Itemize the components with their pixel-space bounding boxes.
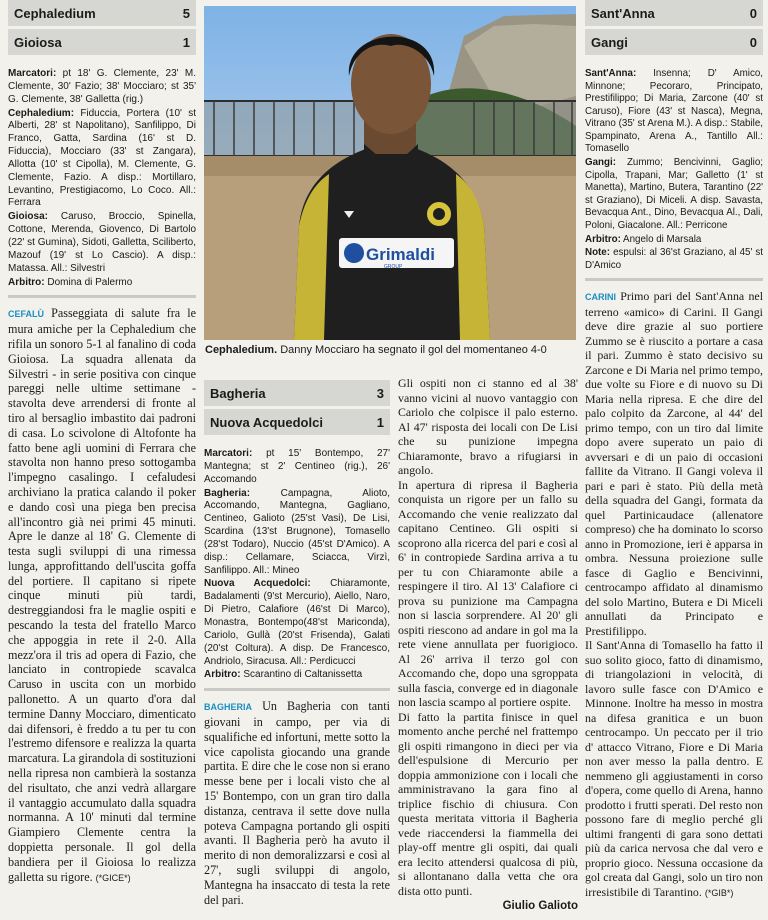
paragraph: In apertura di ripresa il Bagheria conquista un rigore per un fallo su Accomando che venie realizzato dal capitano Centineo. Gli ospiti si scoprono alla ricerca del pari e così al 6' in contropiede Sardina arriva a tu per tu con Chiaramonte abile a respingere il tiro. Al 13' Calafiore ci prova su punizione ma Campagna non si lascia sorprendere. Al 20' gli ospiti riescono ad andare in gol ma la rete viene annullata per fuorigioco. Al 26' arriva il terzo gol con Accomando che, dopo una sgroppata sulla fascia, converge ed in diagonale non lascia scampo al portiere ospite. [398, 477, 578, 709]
team-name: Gangi [591, 34, 628, 50]
team-name: Sant'Anna [591, 5, 655, 21]
match-bagheria-acquedolci [204, 380, 390, 907]
sponsor-logo: Grimaldi [366, 245, 435, 264]
team-score: 0 [749, 5, 757, 21]
article-body [398, 376, 578, 898]
score-row-away [204, 409, 390, 438]
lineup: Fiduccia, Portera (10' st Alberti, 28' st Napolitano), Sanfilippo, Di Franco, Gatta, Sardina (16' st D. Fiduccia), Mocciaro (33' st Zangara), Allotta (10' st Cipolla), M. Clemente, G. Clemente, Fazio. A disp.: Mortillaro, Levantino, Prestigiacomo, Lo Coco. All.: Ferrara [8, 107, 196, 209]
score-row-home [8, 0, 196, 29]
referee: Domina di Palermo [47, 276, 133, 288]
match-cephaledium-gioiosa [8, 0, 196, 885]
lineup: Campagna, Alioto, Accomando, Mantegna, Gagliano, Centineo, Galioto (25'st Vasi), De Lisi, Scardina (13'st Brugnone), Tomasello (28'st Todaro), Nuccio (45'st D'Amico). A disp.: Cellamare, Sciacca, Virzì, Sanfilippo. All.: Mineo [204, 487, 390, 576]
team-score: 1 [182, 34, 190, 50]
score-row-home [585, 0, 763, 29]
label: Sant'Anna: [585, 68, 637, 79]
notes: espulsi: al 36'st Graziano, al 45' st D'Amico [585, 247, 764, 271]
referee: Angelo di Marsala [623, 233, 702, 245]
signature: (*GICE*) [95, 872, 131, 883]
team-name: Bagheria [210, 385, 266, 401]
paragraph: Il Sant'Anna di Tomasello ha fatto il suo solito gioco, fatto di dinamismo, di triangolazioni in velocità, di lavoro sulle fasce con D'Amico e Minnone. Inoltre ha messo in mostra na difesa granitica e un buon centrocampo. Un peccato per il trio d' attacco Vitrano, Fiore e Di Maria non aver messo la palla dentro. E nemmeno gli aggiustamenti in corso d'opera, come quello di Arena, hanno prodotto i frutti sperati. Del resto non possono fare di meglio perché gli ultimi frangenti di gara sono dettati più da carica nervosa che dal vero e proprio gioco. Nessuna occasione da gol creata dal Gangi, solo un tiro non irresistibile di Tarantino. [585, 638, 763, 899]
paragraph: Gli ospiti non ci stanno ed al 38' vanno vicini al nuovo vantaggio con Cariolo che colpisce il palo esterno. Al 47' risposta dei locali con De Lisi che su punizione impegna Chiaramonte, bravo a rifugiarsi in angolo. [398, 376, 578, 477]
lineup: Insenna; D' Amico, Minnone; Pecoraro, Principato, Prestifilippo; Di Maria, Zarcone (40' st Caruso), Fiore (43' st Nasca), Megna, Vitrano (35' st Arena M.). A disp.: Stabile, Spampinato, Arena A., Tantillo All.: Tomasello [585, 68, 763, 155]
team-score: 5 [182, 5, 190, 21]
label: Cephaledium: [8, 107, 75, 119]
dateline: BAGHERIA [204, 702, 253, 713]
byline: Giulio Galioto [502, 900, 578, 912]
lineup: Zummo; Bencivinni, Gaglio; Cipolla, Trapani, Mar; Galletto (1' st Manetta), Martino, Butera, Tarantino (22' st Graziano), Di Miceli. A disp. Savasta, Bevacqua Ant., Dino, Bevacqua Al., Dali, Poloni, Giacalone. All.: Perricone [585, 157, 763, 231]
label: Arbitro: [8, 276, 45, 288]
score-row-away [585, 29, 763, 58]
score-row-away [8, 29, 196, 58]
team-score: 0 [749, 34, 757, 50]
match-report [8, 68, 196, 289]
team-name: Nuova Acquedolci [210, 414, 323, 430]
label: Arbitro: [585, 233, 621, 245]
match-report [585, 68, 763, 272]
scorers: pt 15' Bontempo, 27' Mantegna; st 2' Centineo (rig.), 26' Accomando [204, 448, 391, 485]
team-score: 1 [376, 414, 384, 430]
paragraph: Primo pari del Sant'Anna nel terreno «amico» di Carini. Il Gangi deve dire grazie al suo portiere Zummo se è riuscito a portare a casa il pari. Zummo è stato decisivo su Zarcone e Di Maria nel primo tempo, due volte su Fiore e di nuovo su Di Maria nella ripresa. E che dire del palo colpito da Zarcone, al 44' del primo tempo, con un tiro dal limite dopo avere superato un paio di avversari e di un paio di occasioni fallite da Vitrano. Il Gangi voleva il pari e pari è stato. Più della metà della squadra del Gangi, formata da quel Partinicaudace (allenatore compreso) che ha dominato lo scorso anno in Promozione, ieri è apparsa in ombra. Nessuna proiezione sulle fasce di Gaglio e Bencivinni, centrocampo affidato al dinamismo del solo Martino, Butera e Di Miceli annullati da Principato e Prestifilippo. [585, 289, 763, 638]
match-santanna-gangi [585, 0, 763, 900]
photo-illustration [204, 6, 576, 340]
label: Marcatori: [204, 448, 253, 459]
caption-text: Danny Mocciaro ha segnato il gol del momentaneo 4-0 [280, 344, 547, 356]
label: Bagheria: [204, 487, 251, 499]
label: Gangi: [585, 157, 616, 169]
divider [8, 295, 196, 298]
divider [204, 688, 390, 691]
team-name: Gioiosa [14, 34, 62, 50]
lineup: Chiaramonte, Badalamenti (9'st Mercurio), Aiello, Naro, Di Pietro, Calafiore (46'st Di Marco), Monastra, Bontempo(48'st Mariconda), Cariolo, Gullà (20'st Frisenda), Galati (20'st Coltura). A disp. De Francesco, Andriolo, Siracusa. All.: Perdicucci [204, 578, 390, 667]
article-body [585, 289, 763, 900]
paragraph: Di fatto la partita finisce in quel momento anche perché nel frattempo gli ospiti rimangono in dieci per via dell'espulsione di Mercurio per doppia ammonizione con i locali che amministravano la gara fino al triplice fischio di chiusura. Con questa meritata vittoria il Bagheria vede riaccendersi la fiammella dei play-off mentre gli ospiti, dai quali era lecito attendersi qualcosa di più, si allontanano dalla vetta che ora dista otto punti. [398, 709, 578, 898]
caption-label: Cephaledium. [205, 344, 278, 356]
article-body [204, 699, 390, 907]
player-photo [204, 6, 576, 340]
dateline: CEFALÙ [8, 309, 44, 320]
team-score: 3 [376, 385, 384, 401]
match-report [204, 448, 390, 682]
paragraph: Passeggiata di salute fra le mura amiche per la Cephaledium che rifila un sonoro 5-1 al fanalino di coda Gioiosa. La squadra allenata da Silvestri - in serie positiva con cinque pareggi nelle ultime settimane - stavolta deve arrendersi di fronte al tiro al bersaglio imbastito dai padroni di casa. Lo scivolone di Altofonte ha fatto bene agli uomini di Ferrara che stavolta non hanno preso sottogamba l'impegno casalingo. I cefaludesi archiviano la pratica calando il poker e dando così una piega ben precisa all'incontro già nei primi 45 minuti. Apre le danze al 18' G. Clemente di testa sugli sviluppi di una rimessa lunga, approfittando dell'uscita goffa del portiere. Il capitano si ripete cinque minuti più tardi, destreggiandosi fra le maglie ospiti e pescando la testa del fratello Marco che appoggia in rete il 2-0. Alla mezz'ora il tris ad opera di Fazio, che lanciato in contropiede scavalca Caruso in uscita con un morbido pallonetto. A un quarto d'ora dal termine Danny Mocciaro, dimenticato dai difensori, è freddo a tu per tu con l'estremo difensore e realizza la quarta marcatura. La girandola di sostituzioni nella ripresa non cambierà la sostanza del risultato, che anzi vedrà allargare il vantaggio accumulato dalla squadra normanna. A 10' minuti dal termine Giampiero Clemente centra la doppietta personale. Il gol della bandiera per il Gioiosa lo realizza galletta su rigore. [8, 306, 196, 884]
paragraph: Un Bagheria con tanti giovani in campo, per via di squalifiche ed infortuni, mette sotto la vice capolista giocando una grande partita. E dire che le cose non si erano messe bene per i locali visto che al 15' Bontempo, con un gran tiro dalla distanza, centrava il sette dove nulla poteva Campagna portando gli ospiti avanti. Il Bagheria però ha avuto il merito di non demoralizzarsi e così al 27', sugli sviluppi di angolo, Mantegna ha insaccato di testa la rete del pari. [204, 699, 390, 907]
lineup: Caruso, Broccio, Spinella, Cottone, Merenda, Giovenco, Di Bartolo (22' st Gumina), Sidoti, Galletta, Sciliberto, Mazouf (19' st Lo Cascio). A disp.: Matassa. All.: Silvestri [8, 211, 196, 274]
divider [585, 278, 763, 281]
label: Gioiosa: [8, 211, 48, 223]
sponsor-sub: GROUP [384, 264, 403, 270]
scorers: pt 18' G. Clemente, 23' M. Clemente, 30' Fazio; 38' Mocciaro; st 35' G. Clemente, 38' Galletta (rig.) [8, 68, 196, 105]
referee: Scarantino di Caltanissetta [243, 669, 363, 681]
team-name: Cephaledium [14, 5, 96, 21]
signature: (*GIB*) [704, 887, 734, 898]
dateline: CARINI [585, 292, 616, 303]
article-continuation [398, 376, 578, 912]
article-body [8, 306, 196, 885]
label: Note: [585, 247, 610, 259]
label: Marcatori: [8, 68, 57, 79]
photo-caption [205, 344, 579, 356]
score-row-home [204, 380, 390, 409]
label: Nuova Acquedolci: [204, 578, 311, 590]
label: Arbitro: [204, 669, 241, 681]
